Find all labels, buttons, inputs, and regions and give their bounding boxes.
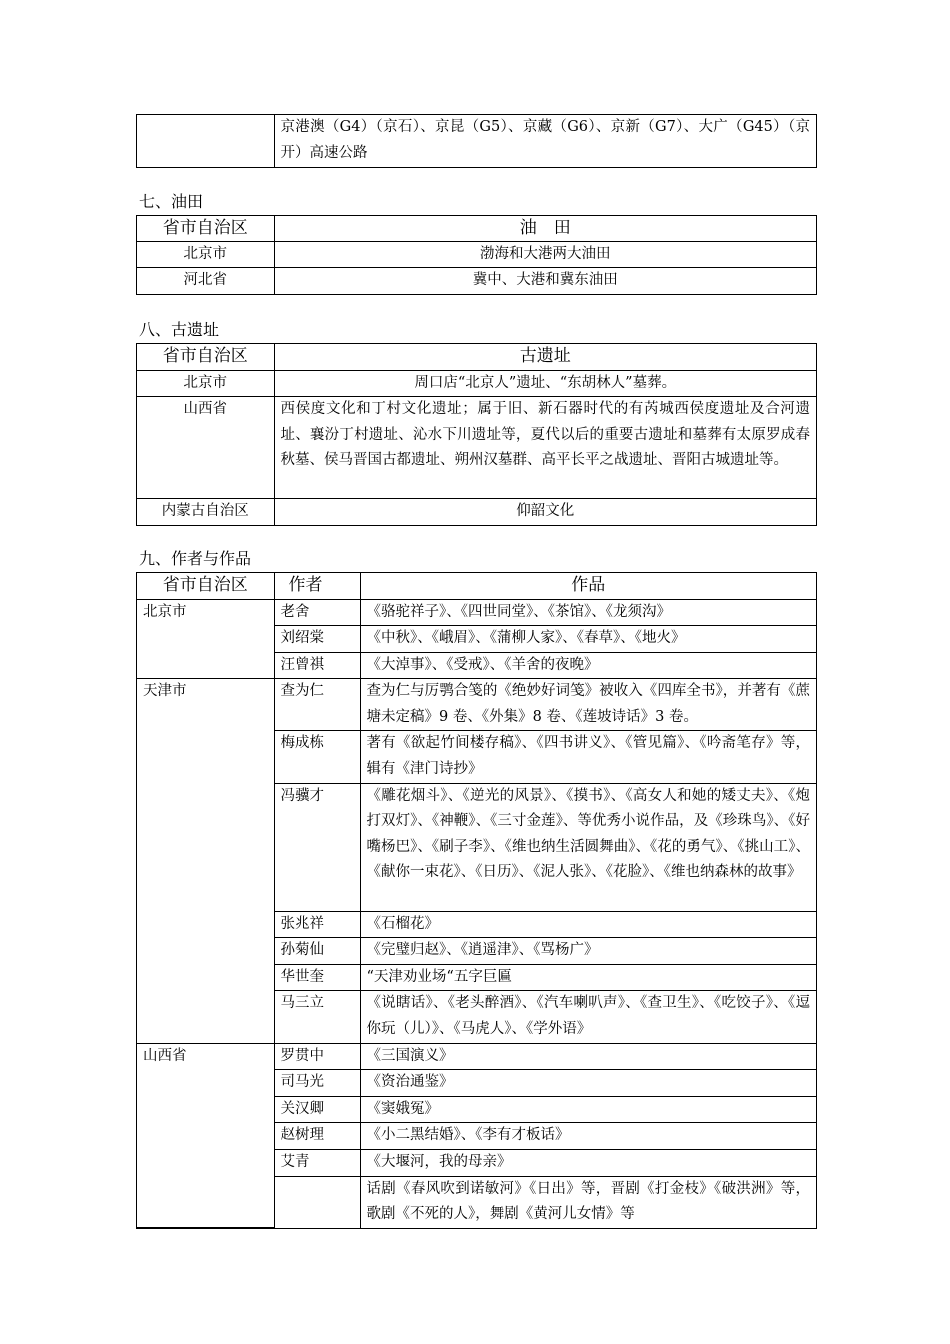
column-header: 省市自治区 bbox=[137, 573, 274, 599]
author-cell: 华世奎 bbox=[274, 964, 360, 991]
table-row bbox=[137, 241, 816, 268]
column-header: 省市自治区 bbox=[137, 216, 274, 241]
author-cell: 梅成栋 bbox=[274, 731, 360, 783]
works-cell: 《完璧归赵》、《逍遥津》、《骂杨广》 bbox=[360, 938, 816, 965]
author-cell: 冯骥才 bbox=[274, 783, 360, 911]
region-cell: 山西省 bbox=[137, 1043, 274, 1228]
works-cell: 著有《欲起竹间楼存稿》、《四书讲义》、《管见篇》、《吟斋笔存》等，辑有《津门诗抄》 bbox=[360, 731, 816, 783]
content-cell: 周口店“北京人”遗址、“东胡林人”墓葬。 bbox=[274, 370, 816, 397]
table-row bbox=[137, 115, 816, 167]
region-cell: 北京市 bbox=[137, 241, 274, 268]
section-title-authors: 九、作者与作品 bbox=[139, 549, 252, 568]
works-cell: 《大淖事》、《受戒》、《羊舍的夜晚》 bbox=[360, 652, 816, 679]
author-cell: 汪曾祺 bbox=[274, 652, 360, 679]
author-cell: 马三立 bbox=[274, 991, 360, 1043]
works-cell: 查为仁与厉鹗合笺的《绝妙好词笺》被收入《四库全书》，并著有《蔗塘未定稿》9 卷、《外集》8 卷、《莲坡诗话》3 卷。 bbox=[360, 679, 816, 731]
works-cell: “天津劝业场“五字巨匾 bbox=[360, 964, 816, 991]
table-header-row bbox=[137, 216, 816, 241]
works-cell: 《中秋》、《峨眉》、《蒲柳人家》、《春草》、《地火》 bbox=[360, 626, 816, 653]
works-cell: 《窦娥冤》 bbox=[360, 1096, 816, 1123]
region-cell: 河北省 bbox=[137, 268, 274, 294]
table-row bbox=[137, 499, 816, 525]
author-cell: 司马光 bbox=[274, 1070, 360, 1097]
table-row bbox=[137, 679, 816, 731]
section-title-oilfield: 七、油田 bbox=[139, 192, 204, 211]
content-cell: 冀中、大港和冀东油田 bbox=[274, 268, 816, 294]
table-header-row bbox=[137, 344, 816, 370]
column-header: 作品 bbox=[360, 573, 816, 599]
content-cell: 京港澳（G4）（京石）、京昆（G5）、京藏（G6）、京新（G7）、大广（G45）（京开）高速公路 bbox=[274, 115, 816, 167]
region-cell bbox=[137, 115, 274, 167]
works-cell: 《说瞎话》、《老头醉酒》、《汽车喇叭声》、《查卫生》、《吃饺子》、《逗你玩（儿）》、《马虎人》、《学外语》 bbox=[360, 991, 816, 1043]
works-cell: 《骆驼祥子》、《四世同堂》、《茶馆》、《龙须沟》 bbox=[360, 599, 816, 626]
table-row bbox=[137, 370, 816, 397]
oilfield-table bbox=[136, 215, 817, 295]
author-cell: 查为仁 bbox=[274, 679, 360, 731]
table-header-row bbox=[137, 573, 816, 599]
table-row bbox=[137, 599, 816, 626]
works-cell: 话剧《春风吹到诺敏河》《日出》等，晋剧《打金枝》《破洪洲》等，歌剧《不死的人》，舞剧《黄河儿女情》等 bbox=[360, 1176, 816, 1228]
table-row bbox=[137, 1043, 816, 1070]
author-cell: 老舍 bbox=[274, 599, 360, 626]
works-cell: 《资治通鉴》 bbox=[360, 1070, 816, 1097]
ancient-sites-table bbox=[136, 343, 817, 526]
table-row bbox=[137, 397, 816, 499]
region-cell: 天津市 bbox=[137, 679, 274, 1043]
content-cell: 仰韶文化 bbox=[274, 499, 816, 525]
region-cell: 内蒙古自治区 bbox=[137, 499, 274, 525]
works-cell: 《石榴花》 bbox=[360, 911, 816, 938]
author-cell: 孙菊仙 bbox=[274, 938, 360, 965]
author-cell: 张兆祥 bbox=[274, 911, 360, 938]
author-cell: 赵树理 bbox=[274, 1123, 360, 1150]
works-cell: 《小二黑结婚》、《李有才板话》 bbox=[360, 1123, 816, 1150]
column-header: 油 田 bbox=[274, 216, 816, 241]
author-cell: 艾青 bbox=[274, 1150, 360, 1177]
column-header: 作者 bbox=[274, 573, 360, 599]
table-row bbox=[137, 268, 816, 294]
works-cell: 《大堰河，我的母亲》 bbox=[360, 1150, 816, 1177]
column-header: 古遗址 bbox=[274, 344, 816, 370]
section-title-ancient-sites: 八、古遗址 bbox=[139, 320, 220, 339]
author-cell: 罗贯中 bbox=[274, 1043, 360, 1070]
region-cell: 北京市 bbox=[137, 599, 274, 679]
column-header: 省市自治区 bbox=[137, 344, 274, 370]
author-cell: 刘绍棠 bbox=[274, 626, 360, 653]
author-cell bbox=[274, 1176, 360, 1228]
content-cell: 渤海和大港两大油田 bbox=[274, 241, 816, 268]
works-cell: 《雕花烟斗》、《逆光的风景》、《摸书》、《高女人和她的矮丈夫》、《炮打双灯》、《神鞭》、《三寸金莲》、等优秀小说作品，及《珍珠鸟》、《好嘴杨巴》、《刷子李》、《维也纳生活圆舞曲》、《花的勇气》、《挑山工》、《献你一束花》、《日历》、《泥人张》、《花脸》、《维也纳森林的故事》 bbox=[360, 783, 816, 911]
content-cell: 西侯度文化和丁村文化遗址；属于旧、新石器时代的有芮城西侯度遗址及合河遗址、襄汾丁村遗址、沁水下川遗址等，夏代以后的重要古遗址和墓葬有太原罗成春秋墓、侯马晋国古都遗址、朔州汉墓群、高平长平之战遗址、晋阳古城遗址等。 bbox=[274, 397, 816, 499]
region-cell: 北京市 bbox=[137, 370, 274, 397]
region-cell: 山西省 bbox=[137, 397, 274, 499]
authors-table bbox=[136, 572, 817, 1229]
author-cell: 关汉卿 bbox=[274, 1096, 360, 1123]
highway-table bbox=[136, 114, 817, 168]
works-cell: 《三国演义》 bbox=[360, 1043, 816, 1070]
